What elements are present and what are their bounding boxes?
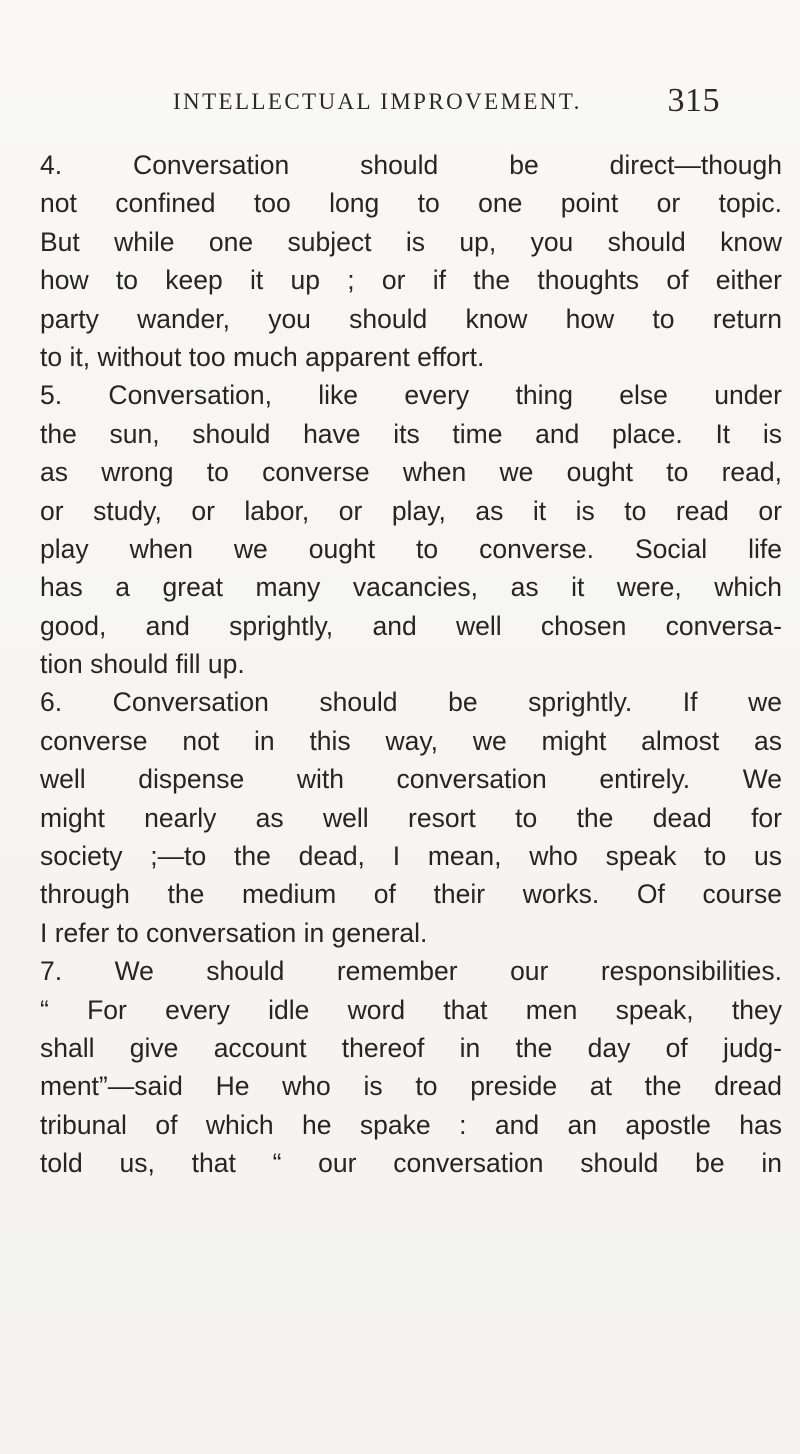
text-line: But while one subject is up, you should know	[40, 226, 782, 257]
running-head	[168, 82, 720, 122]
text-line: well dispense with conversation entirely. We	[40, 764, 782, 795]
text-line: party wander, you should know how to return	[40, 303, 782, 334]
text-line: the sun, should have its time and place. It is	[40, 418, 782, 449]
text-line: society ;—to the dead, I mean, who speak to us	[40, 841, 782, 872]
text-line: to it, without too much apparent effort.	[40, 341, 485, 372]
text-line: shall give account thereof in the day of judg-	[40, 1032, 782, 1063]
text-line: tribunal of which he spake : and an apostle has	[40, 1109, 782, 1140]
text-line: 7. We should remember our responsibilities.	[40, 956, 782, 987]
text-line: tion should fill up.	[40, 649, 245, 680]
page-number: 315	[667, 82, 720, 119]
text-line: has a great many vacancies, as it were, which	[40, 572, 782, 603]
text-line: might nearly as well resort to the dead for	[40, 802, 782, 833]
text-line: good, and sprightly, and well chosen conversa-	[40, 610, 782, 641]
text-line: or study, or labor, or play, as it is to read or	[40, 495, 782, 526]
text-line: 6. Conversation should be sprightly. If we	[40, 687, 782, 718]
body-text	[40, 146, 782, 1183]
text-line: “ For every idle word that men speak, they	[40, 994, 782, 1025]
running-title: INTELLECTUAL IMPROVEMENT.	[173, 89, 582, 114]
text-line: not confined too long to one point or topic.	[40, 188, 782, 219]
text-line: play when we ought to converse. Social life	[40, 533, 782, 564]
text-line: ment”—said He who is to preside at the dread	[40, 1071, 782, 1102]
text-line: through the medium of their works. Of course	[40, 879, 782, 910]
text-line: how to keep it up ; or if the thoughts of either	[40, 265, 782, 296]
text-line: as wrong to converse when we ought to read,	[40, 457, 782, 488]
text-line: 4. Conversation should be direct—though	[40, 150, 782, 180]
text-line: converse not in this way, we might almost as	[40, 725, 782, 756]
text-line: 5. Conversation, like every thing else under	[40, 380, 782, 411]
text-line: I refer to conversation in general.	[40, 917, 428, 948]
text-line: told us, that “ our conversation should be in	[40, 1148, 782, 1179]
